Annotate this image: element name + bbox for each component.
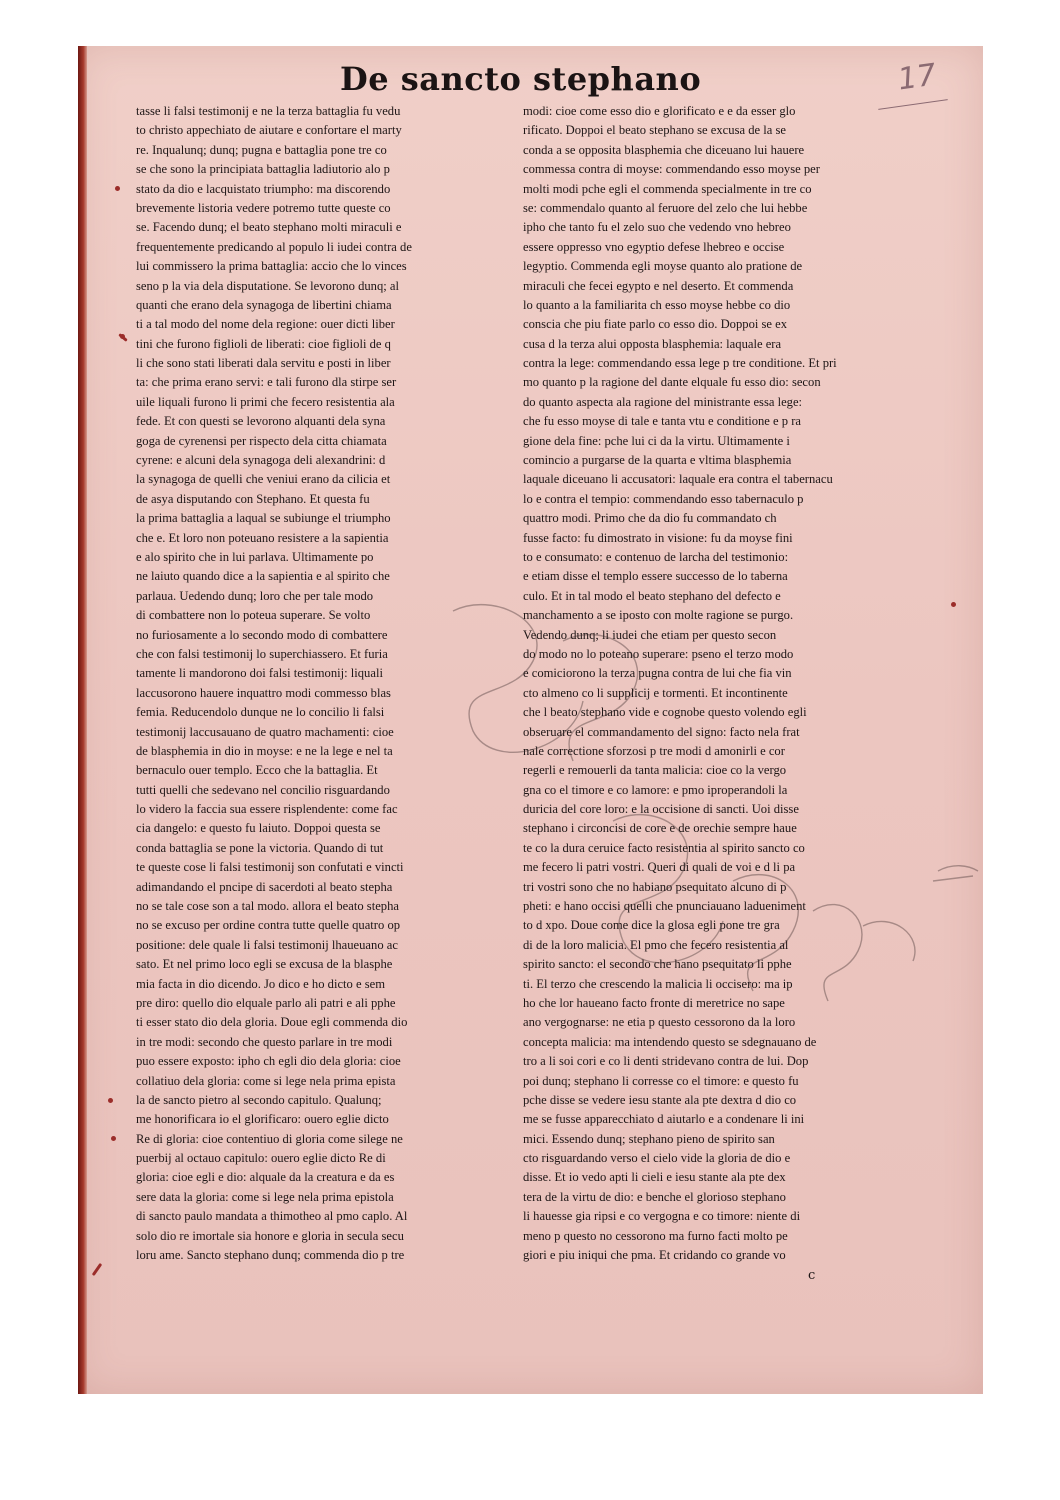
text-line: de asya disputando con Stephano. Et questa fu xyxy=(136,491,370,506)
text-line: meno p questo no cessorono ma furno facti molto pe xyxy=(523,1228,788,1243)
text-line: no se tale cose son a tal modo. allora el beato stepha xyxy=(136,899,399,914)
text-line: to d xpo. Doue come dice la glosa egli pone tre gra xyxy=(523,918,780,933)
text-line: pheti: e hano occisi quelli che pnunciauano ladueniment xyxy=(523,899,806,914)
text-line: lo videro la faccia sua essere risplendente: come fac xyxy=(136,802,398,817)
text-line: no furiosamente a lo secondo modo di combattere xyxy=(136,627,388,642)
text-line: re. Inqualunq; dunq; pugna e battaglia pone tre co xyxy=(136,142,387,157)
text-line: me se fusse apparecchiato d aiutarlo e a condenare li ini xyxy=(523,1112,805,1127)
text-line: solo dio re imortale sia honore e gloria in secula secu xyxy=(136,1228,404,1243)
text-line: e alo spirito che in lui parlava. Ultimamente po xyxy=(136,549,374,564)
text-line: ta: che prima erano servi: e tali furono dla stirpe ser xyxy=(136,375,397,390)
folio-number: 17 xyxy=(895,57,939,98)
text-line: gna co el timore e co lamore: e pmo iproperandoli la xyxy=(523,782,788,797)
text-line: mici. Essendo dunq; stephano pieno de spirito san xyxy=(523,1131,775,1146)
text-line: di combattere non lo poteua superare. Se volto xyxy=(136,608,371,623)
text-line: conda a se opposita blasphemia che diceuano lui hauere xyxy=(523,142,805,157)
text-line: concepta malicia: ma intendendo questo se sdegnauano de xyxy=(523,1034,817,1049)
text-line: cto risguardando verso el cielo vide la gloria de dio e xyxy=(523,1151,791,1166)
text-line: Re di gloria: cioe contentiuo di gloria come silege ne xyxy=(136,1131,403,1146)
text-line: te co la dura ceruice facto resistentia al spirito sancto co xyxy=(523,840,805,855)
right-text-column xyxy=(523,102,875,1265)
text-line: ano vergognarse: ne etia p questo cessorono da la loro xyxy=(523,1015,796,1030)
text-line: se che sono la principiata battaglia ladiutorio alo p xyxy=(136,162,390,177)
text-line: me honorificara io el glorificaro: ouero eglie dicto xyxy=(136,1112,389,1127)
text-line: pre diro: quello dio elquale parlo ali patri e ali pphe xyxy=(136,995,396,1010)
text-line: essere oppresso vno egyptio defese lhebreo e occise xyxy=(523,239,785,254)
margin-dot-mark xyxy=(108,1098,113,1103)
left-text-column xyxy=(136,102,488,1265)
text-line: gloria: cioe egli e dio: alquale da la creatura e da es xyxy=(136,1170,395,1185)
text-line: ho che lor haueano facto fronte di meretrice no sape xyxy=(523,995,785,1010)
text-line: no se excuso per ordine contra tutte quelle quatro op xyxy=(136,918,401,933)
text-line: sato. Et nel primo loco egli se excusa de la blasphe xyxy=(136,957,393,972)
text-line: fede. Et con questi se levorono alquanti dela syna xyxy=(136,414,386,429)
text-line: de blasphemia in dio in moyse: e ne la lege e nel ta xyxy=(136,743,393,758)
binding-edge xyxy=(78,46,87,1394)
text-line: cia dangelo: e questo fu laiuto. Doppoi questa se xyxy=(136,821,381,836)
text-line: stephano i circoncisi de core e de orechie sempre haue xyxy=(523,821,797,836)
text-line: lui commissero la prima battaglia: accio che lo vinces xyxy=(136,259,407,274)
text-line: bernaculo ouer templo. Ecco che la battaglia. Et xyxy=(136,763,378,778)
text-line: poi dunq; stephano li corresse co el timore: e questo fu xyxy=(523,1073,799,1088)
text-line: tasse li falsi testimonij e ne la terza battaglia fu vedu xyxy=(136,104,401,118)
text-line: frequentemente predicando al populo li iudei contra de xyxy=(136,239,412,254)
margin-dot-mark xyxy=(111,1136,116,1141)
text-line: modi: cioe come esso dio e glorificato e e da esser glo xyxy=(523,104,796,118)
text-line: collatiuo dela gloria: come si lege nela prima epista xyxy=(136,1073,396,1088)
text-line: commessa contra di moyse: commendando esso moyse per xyxy=(523,162,820,177)
text-line: tini che furono figlioli de liberati: cioe figlioli de q xyxy=(136,336,391,351)
text-line: loru ame. Sancto stephano dunq; commenda dio p tre xyxy=(136,1248,405,1263)
text-line: legyptio. Commenda egli moyse quanto alo pratione de xyxy=(523,259,803,274)
text-line: ne laiuto quando dice a la sapientia e al spirito che xyxy=(136,569,390,584)
text-line: molti modi pche egli el commenda specialmente in tre co xyxy=(523,181,812,196)
text-line: adimandando el pncipe di sacerdoti al beato stepha xyxy=(136,879,393,894)
text-line: ipho che tanto fu el zelo suo che vedendo vno hebreo xyxy=(523,220,791,235)
text-line: fusse facto: fu dimostrato in visione: fu da moyse fini xyxy=(523,530,793,545)
text-line: laquale diceuano li accusatori: laquale era contra el tabernacu xyxy=(523,472,833,487)
text-line: to christo appechiato de aiutare e confortare el marty xyxy=(136,123,402,138)
text-line: contra la lege: commendando essa lege p tre conditione. Et pri xyxy=(523,356,837,371)
text-line: tamente li mandorono doi falsi testimonij: liquali xyxy=(136,666,383,681)
margin-dot-mark xyxy=(115,186,120,191)
text-line: me fecero li patri vostri. Queri di quali de voi e d li pa xyxy=(523,860,796,875)
text-line: li hauesse gia ripsi e co vergogna e co timore: niente di xyxy=(523,1209,801,1224)
text-line: uile liquali furono li primi che fecero resistentia ala xyxy=(136,394,395,409)
margin-pen-stroke xyxy=(92,1263,102,1276)
text-line: positione: dele quale li falsi testimonij lhaueuano ac xyxy=(136,937,398,952)
signature-mark: c xyxy=(808,1268,816,1283)
text-line: pche disse se vedere iesu stante ala pte dextra d dio co xyxy=(523,1092,797,1107)
text-line: tera de la virtu de dio: e benche el glorioso stephano xyxy=(523,1189,786,1204)
text-line: conscia che piu fiate parlo co esso dio. Doppoi se ex xyxy=(523,317,788,332)
text-line: di de la loro malicia. El pmo che fecero resistentia al xyxy=(523,937,789,952)
text-line: laccusorono hauere inquattro modi commesso blas xyxy=(136,685,391,700)
text-line: femia. Reducendolo dunque ne lo concilio li falsi xyxy=(136,705,385,720)
text-line: rificato. Doppoi el beato stephano se excusa de la se xyxy=(523,123,786,138)
text-line: tro a li soi cori e co li denti stridevano contra de lui. Dop xyxy=(523,1054,809,1069)
folio-underline xyxy=(878,99,947,110)
text-line: se. Facendo dunq; el beato stephano molti miraculi e xyxy=(136,220,402,235)
text-line: li che sono stati liberati dala servitu e posti in liber xyxy=(136,356,391,371)
text-line: tutti quelli che sedevano nel concilio risguardando xyxy=(136,782,390,797)
text-line: e etiam disse el templo essere successo de lo taberna xyxy=(523,569,788,584)
text-line: parlaua. Uedendo dunq; loro che per tale modo xyxy=(136,588,374,603)
text-line: tri vostri sono che no habiano psequitato alcuno di p xyxy=(523,879,787,894)
text-line: to e consumato: e contenuo de larcha del testimonio: xyxy=(523,549,789,564)
text-line: goga de cyrenensi per rispecto dela citta chiamata xyxy=(136,433,387,448)
text-line: giori e piu iniqui che pma. Et cridando co grande vo xyxy=(523,1248,786,1263)
text-line: mia facta in dio dicendo. Jo dico e ho dicto e sem xyxy=(136,976,386,991)
text-line: la synagoga de quelli che veniui erano da cilicia et xyxy=(136,472,391,487)
text-line: mo quanto p la ragione del dante elquale fu esso dio: secon xyxy=(523,375,821,390)
text-line: lo quanto a la familiarita ch esso moyse hebbe co dio xyxy=(523,297,791,312)
text-line: se: commendalo quanto al feruore del zelo che lui hebbe xyxy=(523,200,808,215)
text-line: quattro modi. Primo che da dio fu commandato ch xyxy=(523,511,777,526)
text-line: ti. El terzo che crescendo la malicia li occisero: ma ip xyxy=(523,976,793,991)
text-line: gione dela fine: pche lui ci da la virtu. Ultimamente i xyxy=(523,433,790,448)
text-line: manchamento a se iposto con molte ragione se purgo. xyxy=(523,608,794,623)
text-line: ti a tal modo del nome dela regione: ouer dicti liber xyxy=(136,317,395,332)
text-line: culo. Et in tal modo el beato stephano del defecto e xyxy=(523,588,781,603)
text-line: obseruare el commandamento del signo: facto nela frat xyxy=(523,724,800,739)
text-line: conda battaglia se pone la victoria. Quando di tut xyxy=(136,840,384,855)
text-line: brevemente listoria vedere potremo tutte queste co xyxy=(136,200,391,215)
text-line: regerli e remouerli da tanta malicia: cioe co la vergo xyxy=(523,763,787,778)
margin-dot-mark xyxy=(951,602,956,607)
text-line: miraculi che fecei egypto e nel deserto. Et commenda xyxy=(523,278,794,293)
text-line: la de sancto pietro al secondo capitulo. Qualunq; xyxy=(136,1092,382,1107)
text-line: cusa d la terza alui opposta blasphemia: laquale era xyxy=(523,336,782,351)
text-line: do modo no lo poteano superare: pseno el terzo modo xyxy=(523,646,794,661)
text-line: lo e contra el tempio: commendando esso tabernaculo p xyxy=(523,491,804,506)
text-line: cyrene: e alcuni dela synagoga deli alexandrini: d xyxy=(136,453,386,468)
text-line: Vedendo dunq; li iudei che etiam per questo secon xyxy=(523,627,777,642)
text-line: e comiciorono la terza pugna contra de lui che fia vin xyxy=(523,666,792,681)
text-line: stato da dio e lacquistato triumpho: ma discorendo xyxy=(136,181,391,196)
text-line: comincio a purgarse de la quarta e vltima blasphemia xyxy=(523,453,792,468)
text-line: sere data la gloria: come si lege nela prima epistola xyxy=(136,1189,394,1204)
text-line: in tre modi: secondo che questo parlare in tre modi xyxy=(136,1034,393,1049)
text-line: spirito sancto: el secondo che hano psequitato li pphe xyxy=(523,957,792,972)
text-line: puo essere exposto: ipho ch egli dio dela gloria: cioe xyxy=(136,1054,401,1069)
text-line: la prima battaglia a laqual se subiunge el triumpho xyxy=(136,511,391,526)
text-line: che e. Et loro non poteuano resistere a la sapientia xyxy=(136,530,389,545)
text-line: testimonij laccusauano de quatro machamenti: cioe xyxy=(136,724,394,739)
text-line: che con falsi testimonij lo superchiassero. Et furia xyxy=(136,646,388,661)
text-line: disse. Et io vedo apti li cieli e iesu stante ala pte dex xyxy=(523,1170,786,1185)
text-line: di sancto paulo mandata a thimotheo al pmo caplo. Al xyxy=(136,1209,408,1224)
text-line: ti esser stato dio dela gloria. Doue egli commenda dio xyxy=(136,1015,408,1030)
text-line: duricia del core loro: e la occisione di sancti. Uoi disse xyxy=(523,802,799,817)
text-line: che fu esso moyse di tale e tanta vtu e conditione e p ra xyxy=(523,414,802,429)
text-line: nale correctione sforzosi p tre modi d amonirli e cor xyxy=(523,743,785,758)
text-line: seno p la via dela disputatione. Se levorono dunq; al xyxy=(136,278,400,293)
text-line: cto almeno co li supplicij e tormenti. Et incontinente xyxy=(523,685,788,700)
text-line: che l beato stephano vide e cognobe questo volendo egli xyxy=(523,705,807,720)
text-line: te queste cose li falsi testimonij son confutati e vincti xyxy=(136,860,404,875)
page-header: De sancto stephano xyxy=(340,60,702,98)
text-line: do quanto aspecta ala ragione del ministrante essa lege: xyxy=(523,394,803,409)
text-line: quanti che erano dela synagoga de libertini chiama xyxy=(136,297,392,312)
text-line: puerbij al octauo capitulo: ouero eglie dicto Re di xyxy=(136,1151,386,1166)
manuscript-page xyxy=(78,46,983,1394)
